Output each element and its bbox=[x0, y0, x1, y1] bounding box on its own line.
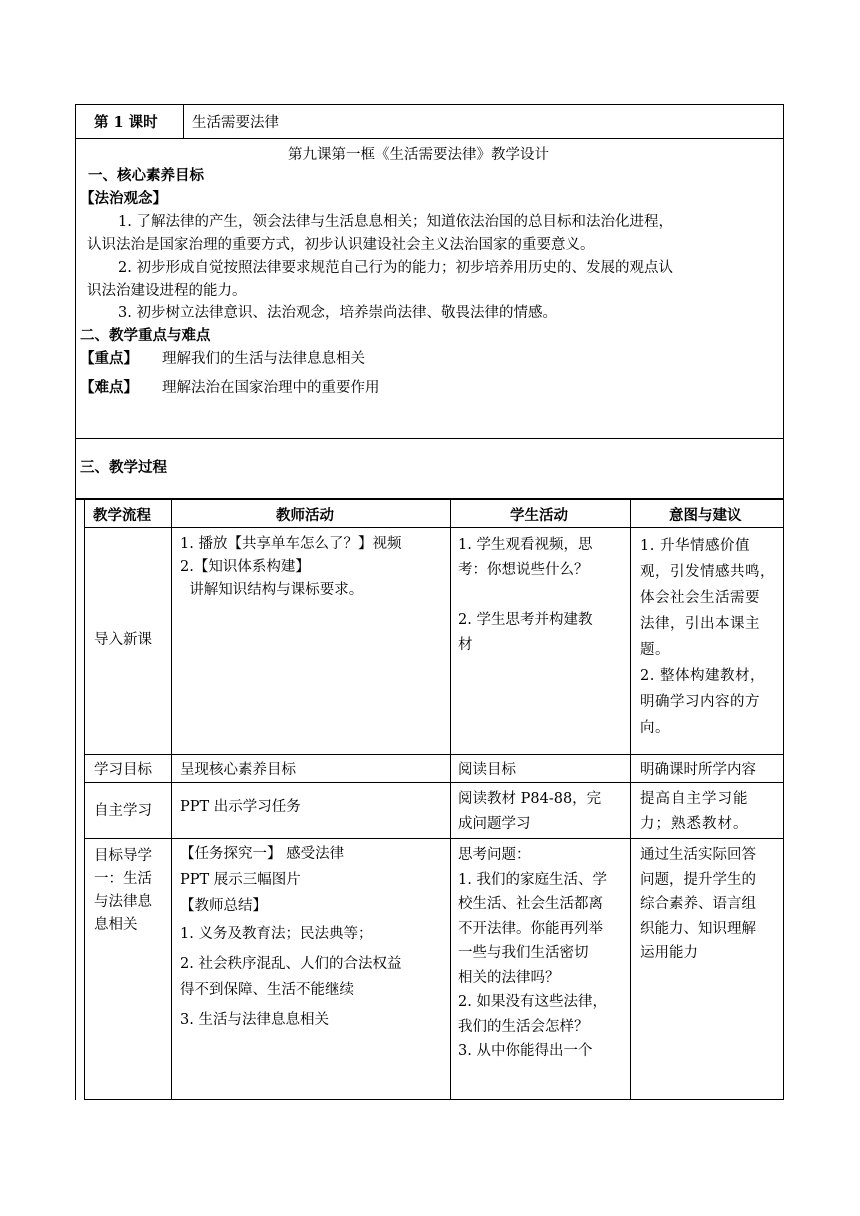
rule bbox=[783, 104, 784, 498]
table-row-stage: 导入新课 bbox=[94, 632, 152, 648]
rule bbox=[75, 104, 784, 105]
core-heading: 一、核心素养目标 bbox=[88, 167, 204, 184]
table-row-intent: 明确课时所学内容 bbox=[640, 762, 756, 778]
law-concept-tag: 【法治观念】 bbox=[80, 190, 167, 207]
difficulty-text: 理解法治在国家治理中的重要作用 bbox=[162, 380, 380, 396]
goal-3: 3. 初步树立法律意识、法治观念，培养崇尚法律、敬畏法律的情感。 bbox=[118, 305, 557, 321]
table-row-student: 阅读教材 P84-88，完 成问题学习 bbox=[458, 791, 602, 832]
col-header-teacher: 教师活动 bbox=[276, 507, 334, 524]
goal-2-line-1: 2. 初步形成自觉按照法律要求规范自己行为的能力；初步培养用历史的、发展的观点认 bbox=[118, 260, 673, 276]
rule bbox=[75, 138, 784, 139]
lesson-topic: 生活需要法律 bbox=[192, 115, 279, 131]
rule bbox=[75, 438, 784, 439]
key-text: 理解我们的生活与法律息息相关 bbox=[162, 351, 365, 367]
table-row-intent: 提高自主学习能 力；熟悉教材。 bbox=[640, 791, 749, 832]
key-heading: 二、教学重点与难点 bbox=[80, 327, 211, 344]
table-row-teacher: PPT 出示学习任务 bbox=[180, 799, 301, 815]
rule bbox=[84, 1099, 784, 1100]
table-row-stage: 目标导学 一：生活 与法律息 息相关 bbox=[94, 848, 152, 933]
goal-2-line-2: 识法治建设进程的能力。 bbox=[87, 283, 247, 299]
table-row-intent: 通过生活实际回答 问题，提升学生的 综合素养、语言组 织能力、知识理解 运用能力 bbox=[640, 847, 756, 961]
table-row-student: 思考问题： 1. 我们的家庭生活、学 校生活、社会生活都离 不开法律。你能再列举 一些与我们生活密切 相关的法律吗？ 2. 如果没有这些法律， 我们的生活会怎样？ 3. 从中你能得出一个 bbox=[458, 847, 607, 1059]
rule bbox=[84, 527, 784, 528]
rule bbox=[783, 498, 784, 1100]
col-header-intent: 意图与建议 bbox=[669, 507, 742, 524]
rule bbox=[84, 782, 784, 783]
table-row-teacher: 呈现核心素养目标 bbox=[180, 762, 296, 778]
col-header-student: 学生活动 bbox=[510, 507, 568, 524]
rule bbox=[171, 498, 172, 1100]
table-row-stage: 学习目标 bbox=[94, 762, 152, 778]
table-row-teacher: 1. 播放【共享单车怎么了？】视频 2.【知识体系构建】 讲解知识结构与课标要求。 bbox=[180, 536, 402, 598]
rule bbox=[450, 498, 451, 1100]
rule bbox=[630, 498, 631, 1100]
rule bbox=[183, 104, 184, 138]
table-row-intent: 1. 升华情感价值 观，引发情感共鸣， 体会社会生活需要 法律，引出本课主 题。 2. 整体构建教材， 明确学习内容的方 向。 bbox=[640, 538, 775, 736]
table-row-teacher: 【任务探究一】 感受法律 PPT 展示三幅图片 【教师总结】 1. 义务及教育法；民法典等； 2. 社会秩序混乱、人们的合法权益 得不到保障、生活不能继续 3. 生活与法律息息相关 bbox=[180, 846, 402, 1028]
col-header-stage: 教学流程 bbox=[93, 507, 151, 524]
rule bbox=[84, 498, 85, 1100]
difficulty-tag: 【难点】 bbox=[80, 379, 138, 396]
rule bbox=[75, 104, 76, 1100]
goal-1-line-1: 1. 了解法律的产生，领会法律与生活息息相关；知道依法治国的总目标和法治化进程， bbox=[118, 214, 673, 230]
key-tag: 【重点】 bbox=[80, 350, 138, 367]
doc-title: 第九课第一框《生活需要法律》教学设计 bbox=[288, 147, 549, 163]
table-row-stage: 自主学习 bbox=[94, 803, 152, 819]
rule bbox=[75, 498, 784, 500]
period-label: 第 1 课时 bbox=[94, 114, 158, 131]
goal-1-line-2: 认识法治是国家治理的重要方式，初步认识建设社会主义法治国家的重要意义。 bbox=[87, 237, 595, 253]
process-heading: 三、教学过程 bbox=[80, 459, 167, 476]
rule bbox=[84, 754, 784, 755]
rule bbox=[84, 838, 784, 839]
table-row-student: 1. 学生观看视频，思 考：你想说些什么？ 2. 学生思考并构建教 材 bbox=[458, 537, 593, 653]
table-row-student: 阅读目标 bbox=[458, 762, 516, 778]
